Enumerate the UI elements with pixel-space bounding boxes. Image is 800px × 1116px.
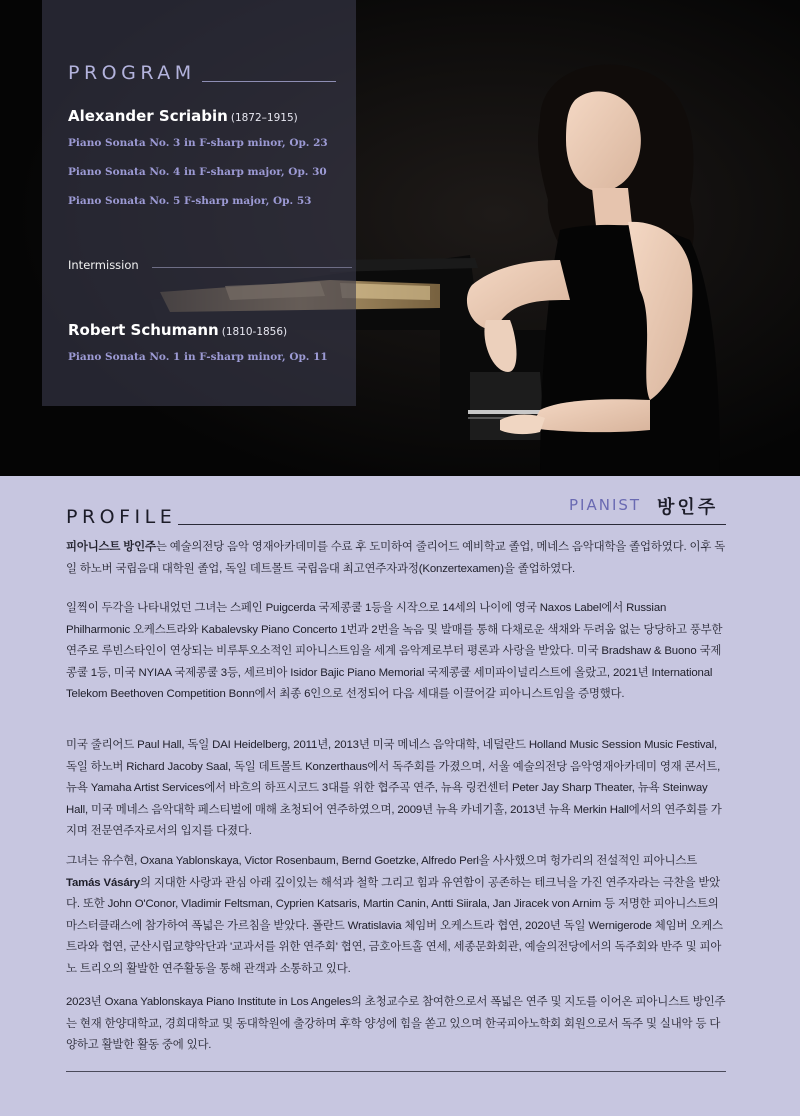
hero-photo-section bbox=[0, 0, 800, 476]
paragraph-text: 의 지대한 사랑과 관심 아래 깊이있는 해석과 철학 그리고 힘과 유연함이 공존하는 테크닉을 가진 연주자라는 극찬을 받았다. 또한 John O'Conor, Vladimir Feltsman, Cyprien Katsaris, Martin Canin, Antti Siirala, Jan Jiracek von Arnim 등 저명한 피아니스트의 마스터클래스에 참가하여 폭넓은 가르침을 받았다. 폴란드 Wratislavia 체임버 오케스트라 협연, 2020년 독일 Wernigerode 체임버 오케스트라와 협연, 군산시립교향악단과 '교과서를 위한 연주회' 협연, 금호아트홀 연세, 세종문화회관, 예술의전당에서의 독주회와 반주 및 피아노 트리오의 활발한 연주활동을 통해 관객과 소통하고 있다. bbox=[66, 876, 723, 975]
teacher-name: Tamás Vásáry bbox=[66, 876, 140, 889]
composer-scriabin bbox=[68, 107, 298, 125]
program-heading: PROGRAM bbox=[68, 62, 196, 84]
composer-years: (1872–1915) bbox=[230, 112, 298, 124]
intermission-divider bbox=[152, 267, 352, 268]
composer-name: Robert Schumann bbox=[68, 321, 219, 339]
paragraph-text: 그녀는 유수현, Oxana Yablonskaya, Victor Rosenbaum, Bernd Goetzke, Alfredo Perl을 사사했으며 헝가리의 전설적인 피아니스트 bbox=[66, 855, 698, 867]
profile-paragraph-4 bbox=[66, 851, 730, 981]
work-item: Piano Sonata No. 1 in F-sharp minor, Op. 11 bbox=[68, 351, 328, 363]
profile-paragraph-2: 일찍이 두각을 나타내었던 그녀는 스페인 Puigcerda 국제콩쿨 1등을 시작으로 14세의 나이에 영국 Naxos Label에서 Russian Philharmonic 오케스트라와 Kabalevsky Piano Concerto 1번과 2번을 녹음 및 발매를 통해 다채로운 색채와 두려움 없는 당당하고 풍부한 연주로 루빈스타인이 연상되는 비루투오소적인 피아니스트임을 세계 음악계로부터 평론과 사랑을 받았다. 미국 Bradshaw & Buono 국제콩쿨 1등, 미국 NYIAA 국제콩쿨 3등, 세르비아 Isidor Bajic Piano Memorial 국제콩쿨 세미파이널리스트에 올랐고, 2021년 International Telekom Beethoven Competition Bonn에서 최종 6인으로 선정되어 다음 세대를 이끌어갈 피아니스트임을 증명했다. bbox=[66, 602, 723, 701]
intermission-label: Intermission bbox=[68, 258, 139, 272]
paragraph-text: 는 예술의전당 음악 영재아카데미를 수료 후 도미하여 줄리어드 예비학교 졸업, 메네스 음악대학을 졸업하였다. 이후 독일 하노버 국립음대 대학원 졸업, 독일 데트몰트 국립음대 최고연주자과정(Konzertexamen)을 졸업하였다. bbox=[66, 541, 726, 575]
pianist-name-inline: 피아니스트 방인주 bbox=[66, 541, 156, 553]
profile-paragraph-5: 2023년 Oxana Yablonskaya Piano Institute in Los Angeles의 초청교수로 참여한으로서 폭넓은 연주 및 지도를 이어온 피아니스트 방인주는 현재 한양대학교, 경희대학교 및 동대학원에 출강하며 후학 양성에 힘을 쏟고 있으며 한국피아노학회 회원으로서 독주 및 실내악 등 다양하고 활발한 활동 중에 있다. bbox=[66, 996, 726, 1052]
profile-paragraph-1 bbox=[66, 537, 730, 580]
pianist-label: PIANIST bbox=[569, 496, 642, 514]
work-item: Piano Sonata No. 3 in F-sharp minor, Op. 23 bbox=[68, 137, 328, 149]
work-item: Piano Sonata No. 5 F-sharp major, Op. 53 bbox=[68, 195, 312, 207]
composer-name: Alexander Scriabin bbox=[68, 107, 228, 125]
program-panel bbox=[42, 0, 356, 406]
composer-years: (1810-1856) bbox=[221, 326, 288, 338]
work-item: Piano Sonata No. 4 in F-sharp major, Op. 30 bbox=[68, 166, 327, 178]
composer-schumann bbox=[68, 321, 287, 339]
program-heading-divider bbox=[202, 81, 336, 82]
profile-title-divider bbox=[178, 524, 726, 525]
profile-title: PROFILE bbox=[66, 506, 177, 528]
profile-paragraph-3: 미국 줄리어드 Paul Hall, 독일 DAI Heidelberg, 2011년, 2013년 미국 메네스 음악대학, 네덜란드 Holland Music Session Music Festival, 독일 하노버 Richard Jacoby Saal, 독일 데트몰트 Konzerthaus에서 독주회를 가졌으며, 서울 예술의전당 음악영재아카데미 영재 콘서트, 뉴욕 Yamaha Artist Services에서 바흐의 하프시코드 3대를 위한 협주곡 연주, 뉴욕 링컨센터 Peter Jay Sharp Theater, 뉴욕 Steinway Hall, 미국 메네스 음악대학 페스티벌에 매해 초청되어 연주하였으며, 2009년 뉴욕 카네기홀, 2013년 뉴욕 Merkin Hall에서의 연주회를 가지며 전문연주자로서의 입지를 다졌다. bbox=[66, 739, 722, 838]
pianist-name: 방인주 bbox=[657, 497, 719, 518]
bottom-divider bbox=[66, 1071, 726, 1072]
